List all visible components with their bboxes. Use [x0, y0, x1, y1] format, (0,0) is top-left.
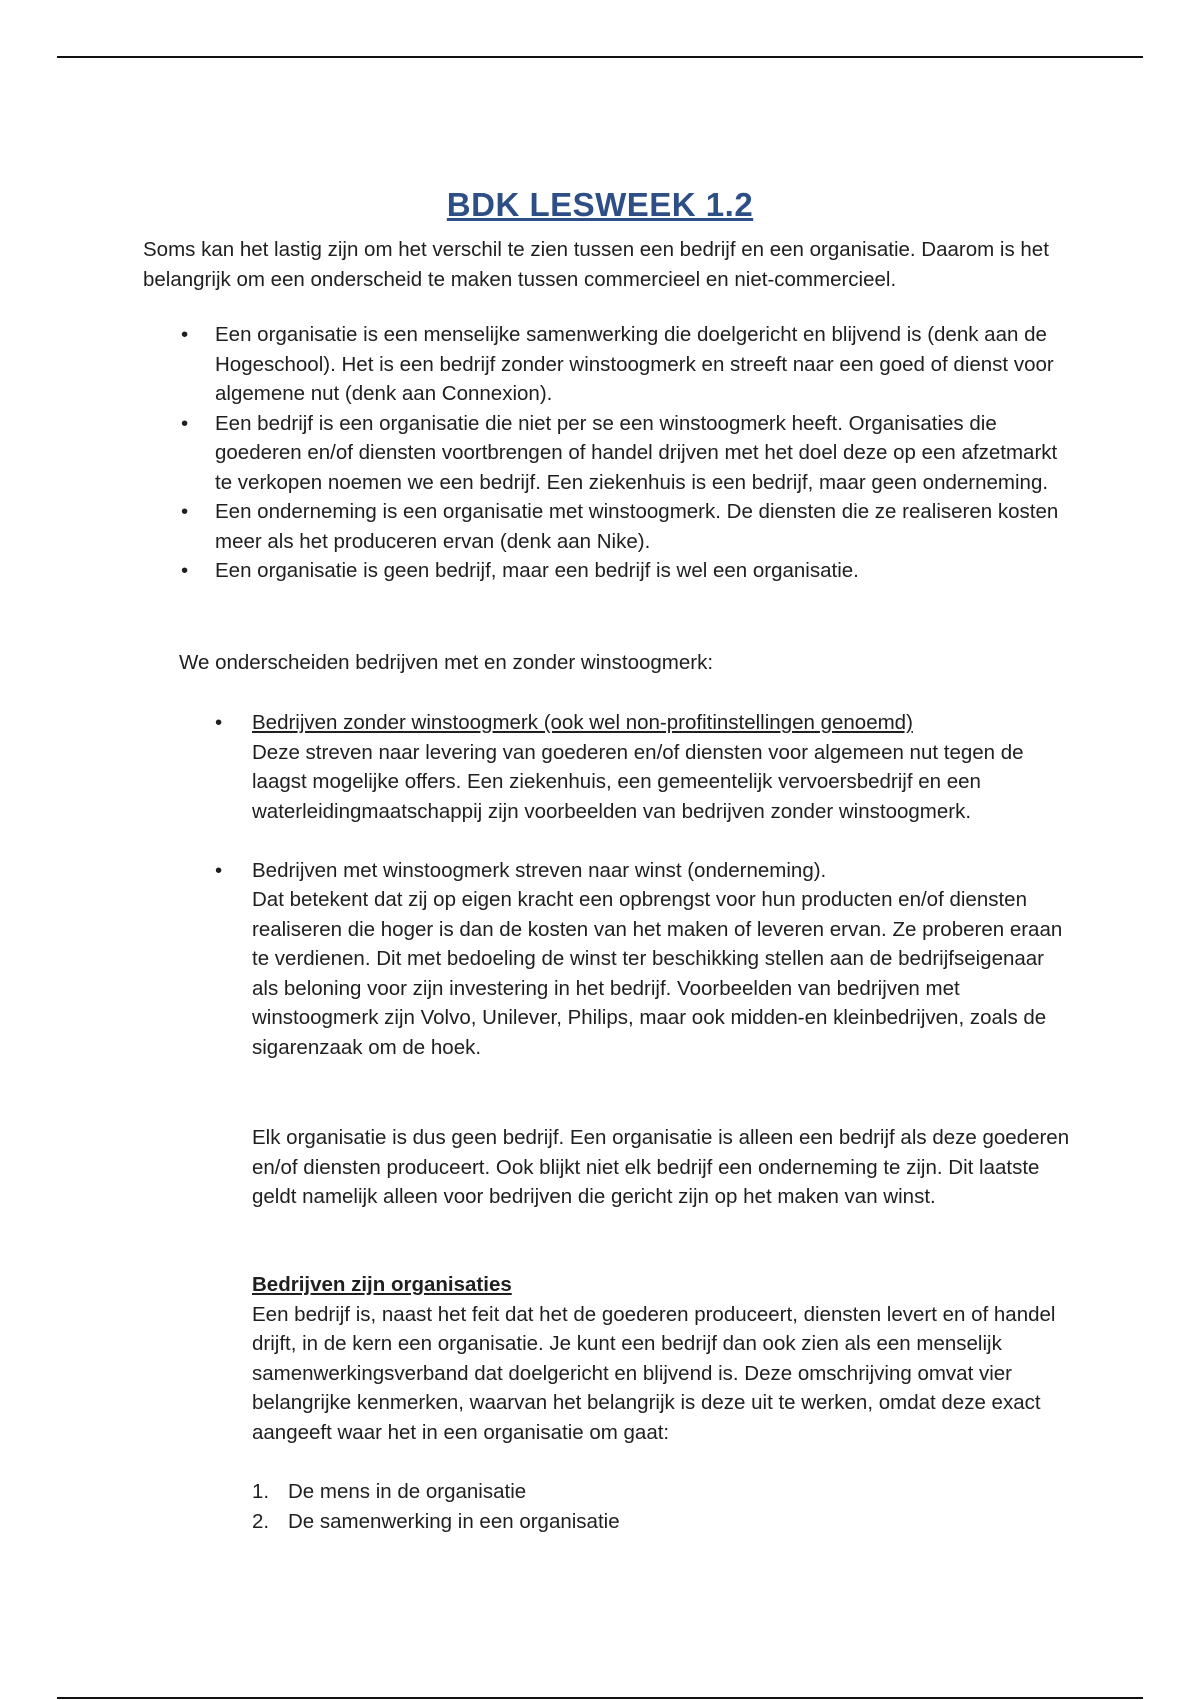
numbered-list: [252, 1477, 1072, 1536]
list-number: 2.: [252, 1509, 270, 1533]
list-item: [143, 409, 1063, 498]
definitions-list: [143, 320, 1063, 586]
list-item: [215, 708, 1065, 826]
bullet-icon: •: [181, 500, 189, 523]
type-heading-profit: Bedrijven met winstoogmerk streven naar winst (onderneming).: [252, 858, 827, 882]
list-item-text: Een organisatie is een menselijke samenwerking die doelgericht en blijvend is (denk aan de Hogeschool). Het is een bedrijf zonder winstoogmerk en streeft naar een goed of dienst voor algemene nut (denk aan Connexion).: [215, 323, 1054, 405]
summary-paragraph: Elk organisatie is dus geen bedrijf. Een organisatie is alleen een bedrijf als deze goederen en/of diensten produceert. Ook blijkt niet elk bedrijf een onderneming te zijn. Dit laatste geldt namelijk alleen voor bedrijven die gericht zijn op het maken van winst.: [252, 1126, 1070, 1208]
list-item-text: Een onderneming is een organisatie met winstoogmerk. De diensten die ze realiseren kosten meer als het produceren ervan (denk aan Nike).: [215, 500, 1059, 553]
page-title: BDK LESWEEK 1.2: [446, 186, 754, 224]
list-item-text: De mens in de organisatie: [288, 1480, 527, 1503]
header-rule: [57, 56, 1143, 58]
type-body-profit: Dat betekent dat zij op eigen kracht een opbrengst voor hun producten en/of diensten realiseren die hoger is dan de kosten van het maken of leveren ervan. Ze proberen eraan te verdienen. Dit met bedoeling de winst ter beschikking stellen aan de bedrijfseigenaar als beloning voor zijn investering in het bedrijf. Voorbeelden van bedrijven met winstoogmerk zijn Volvo, Unilever, Philips, maar ook midden-en kleinbedrijven, zoals de sigarenzaak om de hoek.: [252, 888, 1063, 1059]
bullet-icon: •: [215, 711, 223, 734]
intro-paragraph: Soms kan het lastig zijn om het verschil te zien tussen een bedrijf en een organisatie. Daarom is het belangrijk om een onderscheid te maken tussen commercieel en niet-commercieel.: [143, 238, 1049, 291]
list-item-text: De samenwerking in een organisatie: [288, 1509, 620, 1533]
section-body: Een bedrijf is, naast het feit dat het de goederen produceert, diensten levert en of handel drijft, in de kern een organisatie. Je kunt een bedrijf dan ook zien als een menselijk samenwerkingsverband dat doelgericht en blijvend is. Deze omschrijving omvat vier belangrijke kenmerken, waarvan het belangrijk is deze uit te werken, omdat deze exact aangeeft waar het in een organisatie om gaat:: [252, 1302, 1056, 1444]
list-item: [143, 556, 1063, 586]
list-item: [252, 1507, 1072, 1537]
list-number: 1.: [252, 1480, 270, 1503]
list-item: [215, 856, 1065, 1063]
type-heading-nonprofit: Bedrijven zonder winstoogmerk (ook wel non-profitinstellingen genoemd): [252, 711, 913, 734]
footer-rule: [57, 1697, 1143, 1699]
list-item: [252, 1477, 1072, 1507]
list-item-text: Een bedrijf is een organisatie die niet per se een winstoogmerk heeft. Organisaties die goederen en/of diensten voortbrengen of handel drijven met het doel deze op een afzetmarkt te verkopen noemen we een bedrijf. Een ziekenhuis is een bedrijf, maar geen onderneming.: [215, 411, 1058, 494]
list-item-text: Een organisatie is geen bedrijf, maar een bedrijf is wel een organisatie.: [215, 559, 859, 582]
organisations-section: [252, 1270, 1072, 1447]
bullet-icon: •: [181, 559, 189, 582]
bullet-icon: •: [181, 411, 189, 435]
list-item: [143, 497, 1063, 556]
type-body-nonprofit: Deze streven naar levering van goederen en/of diensten voor algemeen nut tegen de laagst mogelijke offers. Een ziekenhuis, een gemeentelijk vervoersbedrijf en een waterleidingmaatschappij zijn voorbeelden van bedrijven zonder winstoogmerk.: [252, 740, 1024, 823]
lead-paragraph: We onderscheiden bedrijven met en zonder winstoogmerk:: [179, 651, 714, 674]
bullet-icon: •: [215, 858, 223, 882]
bullet-icon: •: [181, 323, 189, 346]
section-heading: Bedrijven zijn organisaties: [252, 1273, 512, 1296]
list-item: [143, 320, 1063, 409]
company-types-list: [215, 708, 1065, 1062]
